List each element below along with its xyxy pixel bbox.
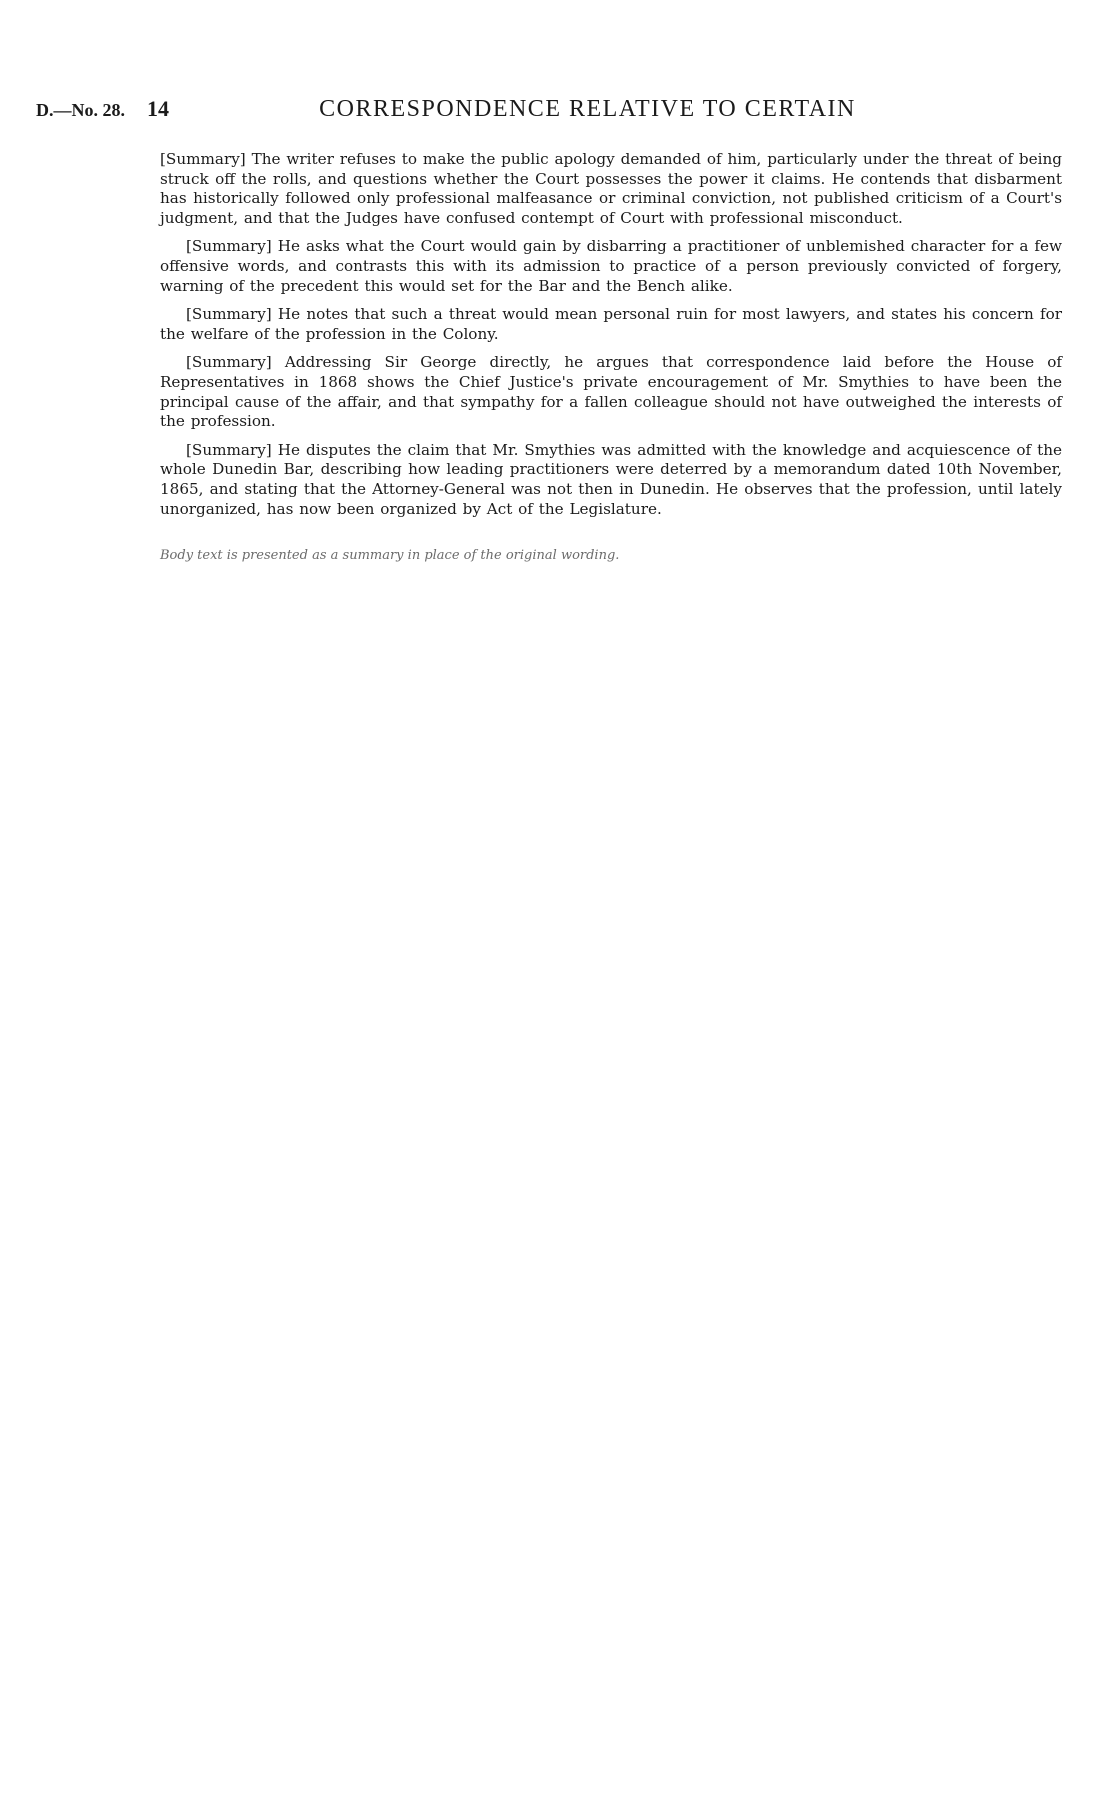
paragraph-1: [Summary] The writer refuses to make the public apology demanded of him, particularly under the threat of being struck off the rolls, and questions whether the Court possesses the power it claims. He contends that disbarment has historically followed only professional malfeasance or criminal conviction, not published criticism of a Court's judgment, and that the Judges have confused contempt of Court with professional misconduct. — [160, 150, 1062, 227]
paragraph-3: [Summary] He notes that such a threat would mean personal ruin for most lawyers, and states his concern for the welfare of the profession in the Colony. — [160, 305, 1062, 343]
paragraph-4: [Summary] Addressing Sir George directly, he argues that correspondence laid before the House of Representatives in 1868 shows the Chief Justice's private encouragement of Mr. Smythies to have been the principal cause of the affair, and that sympathy for a fallen colleague should not have outweighed the interests of the profession. — [160, 353, 1062, 431]
paragraph-5: [Summary] He disputes the claim that Mr. Smythies was admitted with the knowledge and acquiescence of the whole Dunedin Bar, describing how leading practitioners were deterred by a memorandum dated 10th November, 1865, and stating that the Attorney-General was not then in Dunedin. He observes that the profession, until lately unorganized, has now been organized by Act of the Legislature. — [160, 440, 1062, 518]
page-number: 14 — [147, 96, 169, 121]
paragraph-2: [Summary] He asks what the Court would gain by disbarring a practitioner of unblemished character for a few offensive words, and contrasts this with its admission to practice of a person previously convicted of forgery, warning of the precedent this would set for the Bar and the Bench alike. — [160, 237, 1062, 295]
body-text — [160, 150, 1062, 578]
running-head — [36, 96, 1066, 130]
summary-note: Body text is presented as a summary in place of the original wording. — [160, 548, 620, 564]
running-title: CORRESPONDENCE RELATIVE TO CERTAIN — [319, 96, 856, 122]
document-reference: D.—No. 28. — [36, 100, 125, 120]
